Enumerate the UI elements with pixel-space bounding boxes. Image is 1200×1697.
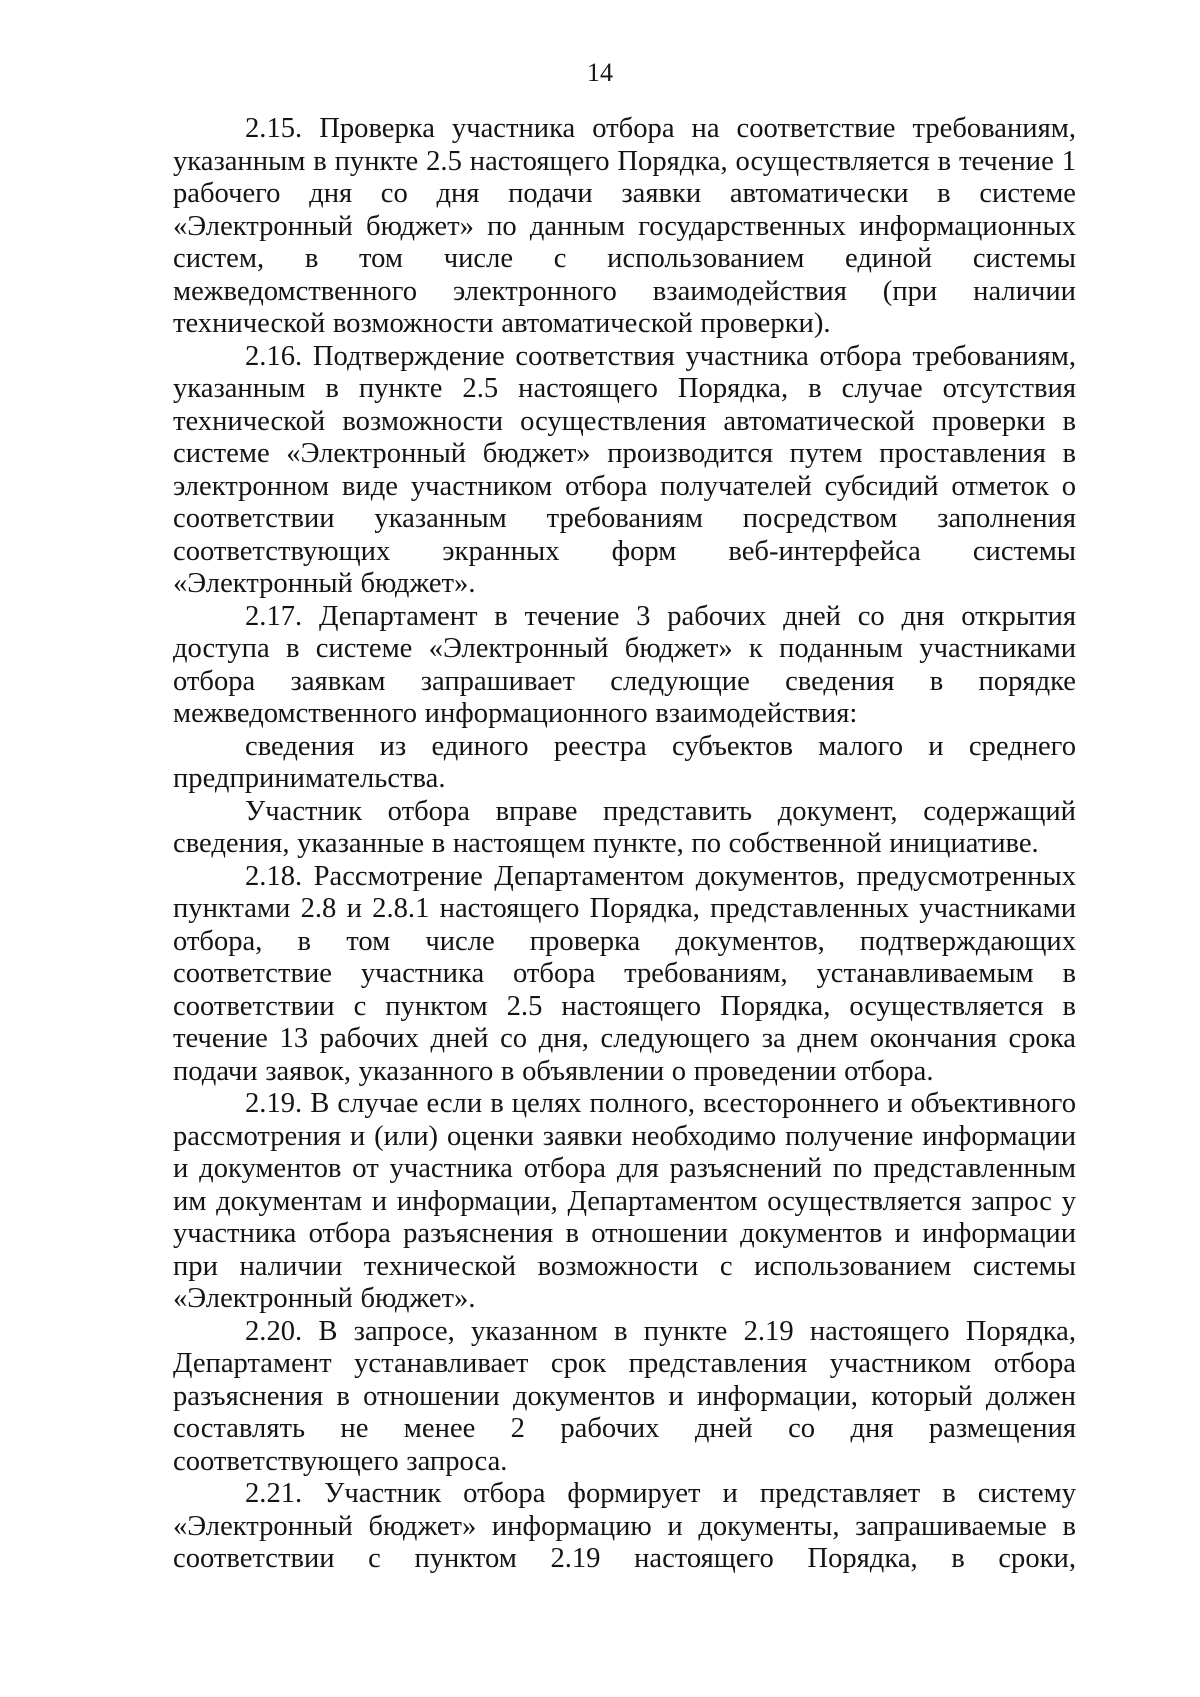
paragraph-2-19: 2.19. В случае если в целях полного, всестороннего и объективного рассмотрения и (или) оценки заявки необходимо получение информации и документов от участника отбора для разъяснений по представленным им документам и информации, Департаментом осуществляется запрос у участника отбора разъяснения в отношении документов и информации при наличии технической возможности с использованием системы «Электронный бюджет». <box>173 1088 1076 1314</box>
page-number: 14 <box>587 58 613 87</box>
paragraph-2-16: 2.16. Подтверждение соответствия участника отбора требованиям, указанным в пункте 2.5 настоящего Порядка, в случае отсутствия технической возможности осуществления автоматической проверки в системе «Электронный бюджет» производится путем проставления в электронном виде участником отбора получателей субсидий отметок о соответствии указанным требованиям посредством заполнения соответствующих экранных форм веб-интерфейса системы «Электронный бюджет». <box>173 340 1076 599</box>
paragraph-2-15: 2.15. Проверка участника отбора на соответствие требованиям, указанным в пункте 2.5 настоящего Порядка, осуществляется в течение 1 рабочего дня со дня подачи заявки автоматически в системе «Электронный бюджет» по данным государственных информационных систем, в том числе с использованием единой системы межведомственного электронного взаимодействия (при наличии технической возможности автоматической проверки). <box>173 113 1076 339</box>
paragraph-2-17-note: Участник отбора вправе представить документ, содержащий сведения, указанные в настоящем пункте, по собственной инициативе. <box>173 795 1076 859</box>
document-body <box>173 113 1076 1576</box>
paragraph-2-17-item: сведения из единого реестра субъектов малого и среднего предпринимательства. <box>173 730 1076 794</box>
paragraph-2-20: 2.20. В запросе, указанном в пункте 2.19 настоящего Порядка, Департамент устанавливает срок представления участником отбора разъяснения в отношении документов и информации, который должен составлять не менее 2 рабочих дней со дня размещения соответствующего запроса. <box>173 1315 1076 1477</box>
paragraph-2-18: 2.18. Рассмотрение Департаментом документов, предусмотренных пунктами 2.8 и 2.8.1 настоящего Порядка, представленных участниками отбора, в том числе проверка документов, подтверждающих соответствие участника отбора требованиям, устанавливаемым в соответствии с пунктом 2.5 настоящего Порядка, осуществляется в течение 13 рабочих дней со дня, следующего за днем окончания срока подачи заявок, указанного в объявлении о проведении отбора. <box>173 860 1076 1087</box>
paragraph-2-21: 2.21. Участник отбора формирует и представляет в систему «Электронный бюджет» информацию и документы, запрашиваемые в соответствии с пунктом 2.19 настоящего Порядка, в сроки, <box>173 1478 1076 1574</box>
paragraph-2-17: 2.17. Департамент в течение 3 рабочих дней со дня открытия доступа в системе «Электронный бюджет» к поданным участниками отбора заявкам запрашивает следующие сведения в порядке межведомственного информационного взаимодействия: <box>173 600 1076 729</box>
